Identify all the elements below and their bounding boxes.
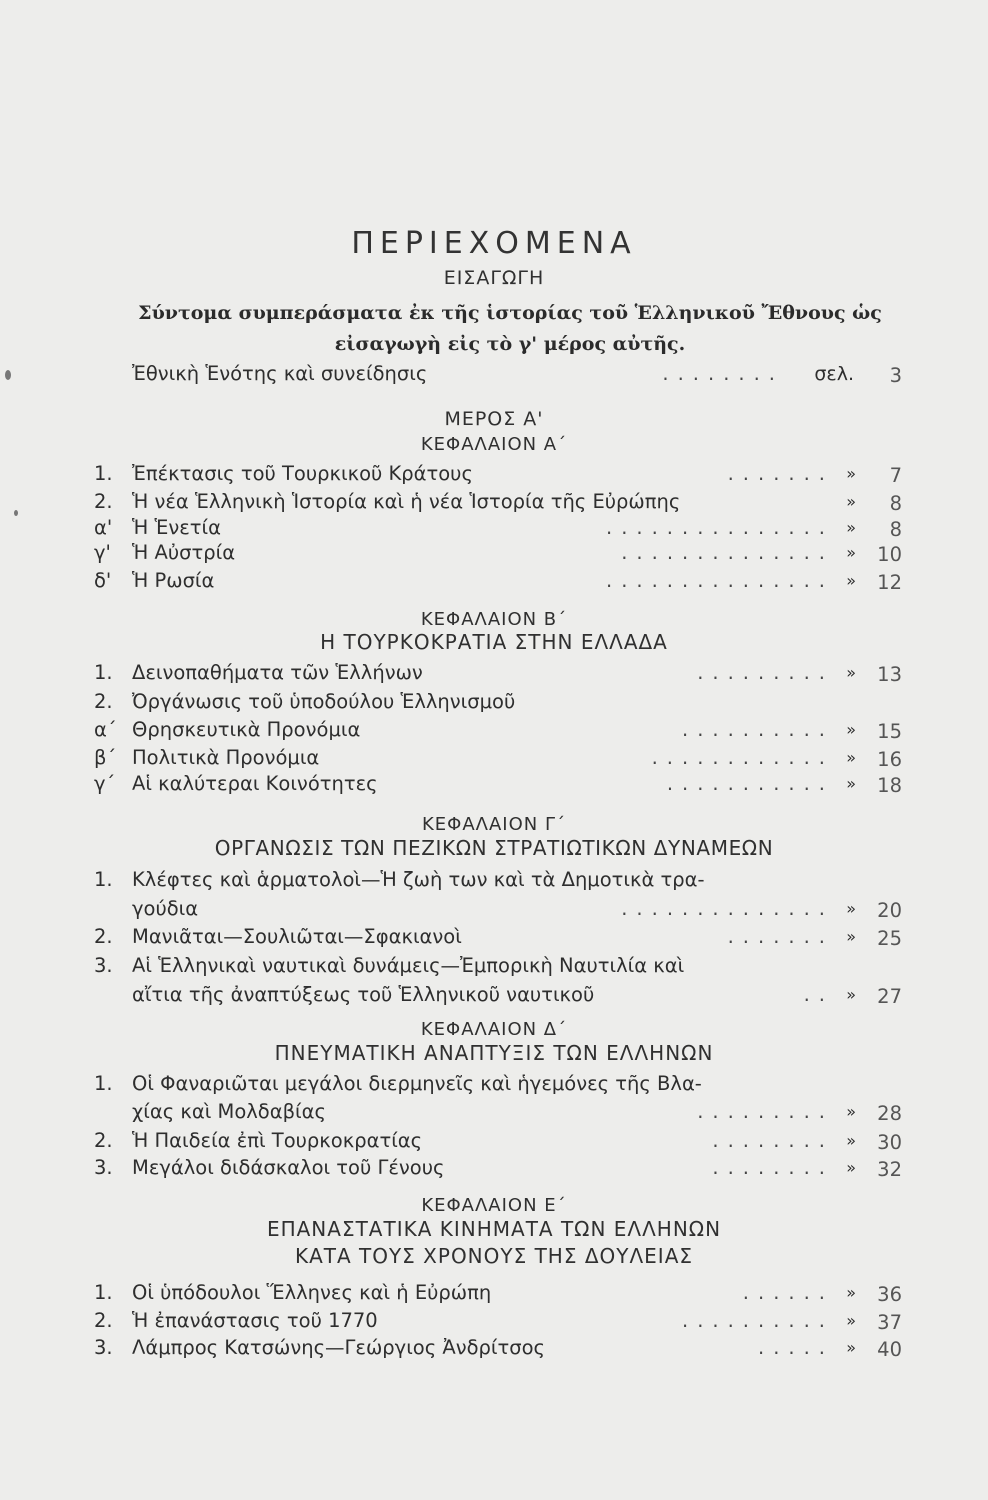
ditto-mark: »: [846, 543, 856, 562]
entry-page-number: 40: [877, 1338, 902, 1361]
toc-entry: [94, 1335, 914, 1361]
ditto-mark: »: [846, 1311, 856, 1330]
entry-page-number: 28: [877, 1102, 902, 1125]
scan-speck: [5, 370, 11, 380]
entry-number: 1.: [94, 1281, 113, 1304]
entry-page-number: 30: [877, 1131, 902, 1154]
toc-entry: [94, 924, 914, 950]
leader-dots: ........: [712, 1129, 834, 1152]
toc-entry: [94, 1155, 914, 1181]
entry-text: Κλέφτες καὶ ἁρματολοὶ—Ἡ ζωὴ των καὶ τὰ Δημοτικὰ τρα-: [132, 868, 705, 891]
chapter-b-heading: ΚΕΦΑΛΑΙΟΝ Β΄: [420, 609, 568, 630]
leader-dots: .......: [727, 462, 834, 485]
entry-text: Ἡ Ἑνετία: [132, 516, 221, 539]
entry-number: α΄: [94, 718, 117, 741]
ditto-mark: »: [846, 571, 856, 590]
leader-dots: ...........: [666, 772, 834, 795]
intro-heading: ΕΙΣΑΓΩΓΗ: [443, 267, 545, 289]
chapter-e-subtitle-2: ΚΑΤΑ ΤΟΥΣ ΧΡΟΝΟΥΣ ΤΗΣ ΔΟΥΛΕΙΑΣ: [294, 1244, 694, 1268]
chapter-e-subtitle: ΕΠΑΝΑΣΤΑΤΙΚΑ ΚΙΝΗΜΑΤΑ ΤΩΝ ΕΛΛΗΝΩΝ: [266, 1217, 722, 1241]
entry-text: Ἡ Αὐστρία: [132, 541, 236, 564]
chapter-a-heading: ΚΕΦΑΛΑΙΟΝ Α΄: [420, 434, 568, 455]
entry-number: 1.: [94, 868, 113, 891]
entry-number: 2.: [94, 925, 113, 948]
entry-number: 3.: [94, 954, 113, 977]
entry-text: Ἡ Παιδεία ἐπὶ Τουρκοκρατίας: [132, 1129, 423, 1152]
toc-entry: [94, 896, 914, 922]
leader-dots: ............: [651, 746, 834, 769]
toc-entry: [94, 540, 914, 566]
ditto-mark: »: [846, 1158, 856, 1177]
entry-number: 1.: [94, 1072, 113, 1095]
leader-dots: ...............: [606, 516, 834, 539]
page-title: ΠΕΡΙΕΧΟΜΕΝΑ: [351, 226, 637, 261]
ditto-mark: »: [846, 774, 856, 793]
leader-dots: ..........: [682, 1309, 834, 1332]
toc-entry: [94, 515, 914, 541]
entry-text: Ἡ Ρωσία: [132, 569, 215, 592]
toc-entry: [94, 771, 914, 797]
entry-page-number: 3: [889, 364, 902, 387]
toc-entry: [94, 461, 914, 487]
chapter-b-subtitle: Η ΤΟΥΡΚΟΚΡΑΤΙΑ ΣΤΗΝ ΕΛΛΑΔΑ: [320, 630, 668, 654]
entry-page-number: 12: [877, 571, 902, 594]
entry-page-number: 18: [877, 774, 902, 797]
toc-entry: [94, 1099, 914, 1125]
entry-text: Ὀργάνωσις τοῦ ὑποδούλου Ἑλληνισμοῦ: [132, 690, 516, 713]
leader-dots: ........: [712, 1156, 834, 1179]
part-heading: ΜΕΡΟΣ Α': [444, 408, 544, 430]
entry-page-number: 36: [877, 1283, 902, 1306]
entry-number: γ΄: [94, 772, 116, 795]
entry-text: Ἐπέκτασις τοῦ Τουρκικοῦ Κράτους: [132, 462, 473, 485]
entry-text: Μανιᾶται—Σουλιῶται—Σφακιανοὶ: [132, 925, 462, 948]
ditto-mark: »: [846, 1283, 856, 1302]
chapter-d-subtitle: ΠΝΕΥΜΑΤΙΚΗ ΑΝΑΠΤΥΞΙΣ ΤΩΝ ΕΛΛΗΝΩΝ: [274, 1041, 714, 1065]
entry-page-number: 13: [877, 663, 902, 686]
entry-page-number: 32: [877, 1158, 902, 1181]
ditto-mark: »: [846, 985, 856, 1004]
ditto-mark: »: [846, 720, 856, 739]
page-label: σελ.: [814, 363, 854, 385]
intro-summary-line-2: εἰσαγωγὴ εἰς τὸ γ' μέρος αὐτῆς.: [334, 333, 686, 355]
entry-page-number: 8: [889, 518, 902, 541]
intro-summary-line-1: Σύντομα συμπεράσματα ἐκ τῆς ἱστορίας τοῦ Ἑλληνικοῦ Ἔθνους ὡς: [138, 302, 882, 324]
scan-speck: [14, 510, 18, 516]
ditto-mark: »: [846, 1102, 856, 1121]
entry-page-number: 7: [889, 464, 902, 487]
leader-dots: .........: [697, 1100, 834, 1123]
ditto-mark: »: [846, 518, 856, 537]
ditto-mark: »: [846, 1338, 856, 1357]
entry-page-number: 20: [877, 899, 902, 922]
chapter-c-subtitle: ΟΡΓΑΝΩΣΙΣ ΤΩΝ ΠΕΖΙΚΩΝ ΣΤΡΑΤΙΩΤΙΚΩΝ ΔΥΝΑΜΕΩΝ: [214, 836, 774, 860]
toc-entry: [94, 489, 914, 515]
entry-number: 2.: [94, 1129, 113, 1152]
toc-entry: [94, 1128, 914, 1154]
ditto-mark: »: [846, 663, 856, 682]
toc-entry-intro: [94, 361, 914, 387]
entry-text: Αἱ Ἑλληνικαὶ ναυτικαὶ δυνάμεις—Ἐμπορικὴ Ναυτιλία καὶ: [132, 954, 685, 977]
entry-text: χίας καὶ Μολδαβίας: [132, 1100, 326, 1123]
leader-dots: ...............: [606, 569, 834, 592]
ditto-mark: »: [846, 899, 856, 918]
entry-text: γούδια: [132, 897, 199, 920]
toc-entry: [94, 953, 914, 979]
toc-entry: [94, 867, 914, 893]
leader-dots: ......: [742, 1281, 834, 1304]
entry-number: 2.: [94, 490, 113, 513]
entry-text: Αἱ καλύτεραι Κοινότητες: [132, 772, 378, 795]
leader-dots: ..............: [621, 541, 834, 564]
toc-entry: [94, 660, 914, 686]
chapter-c-heading: ΚΕΦΑΛΑΙΟΝ Γ΄: [422, 814, 566, 835]
ditto-mark: »: [846, 1131, 856, 1150]
toc-entry: [94, 745, 914, 771]
entry-number: α': [94, 516, 113, 539]
entry-text: Δεινοπαθήματα τῶν Ἑλλήνων: [132, 661, 423, 684]
entry-number: γ': [94, 541, 111, 564]
leader-dots: ........: [662, 362, 784, 385]
toc-entry: [94, 1280, 914, 1306]
leader-dots: ..............: [621, 897, 834, 920]
entry-number: δ': [94, 569, 112, 592]
entry-number: β΄: [94, 746, 117, 769]
entry-number: 3.: [94, 1336, 113, 1359]
toc-entry: [94, 568, 914, 594]
entry-number: 1.: [94, 661, 113, 684]
leader-dots: .....: [758, 1336, 834, 1359]
entry-text: Ἐθνικὴ Ἑνότης καὶ συνείδησις: [132, 362, 428, 385]
entry-text: Μεγάλοι διδάσκαλοι τοῦ Γένους: [132, 1156, 445, 1179]
intro-summary: [100, 298, 920, 360]
chapter-d-heading: ΚΕΦΑΛΑΙΟΝ Δ΄: [420, 1019, 568, 1040]
entry-page-number: 10: [877, 543, 902, 566]
entry-page-number: 27: [877, 985, 902, 1008]
ditto-mark: »: [846, 492, 856, 511]
entry-page-number: 15: [877, 720, 902, 743]
entry-text: Ἡ νέα Ἑλληνικὴ Ἱστορία καὶ ἡ νέα Ἱστορία τῆς Εὐρώπης: [132, 490, 681, 513]
entry-text: Ἡ ἐπανάστασις τοῦ 1770: [132, 1309, 378, 1332]
entry-page-number: 8: [889, 492, 902, 515]
leader-dots: ..: [803, 983, 834, 1006]
leader-dots: .......: [727, 925, 834, 948]
toc-entry: [94, 982, 914, 1008]
entry-text: αἴτια τῆς ἀναπτύξεως τοῦ Ἑλληνικοῦ ναυτικοῦ: [132, 983, 595, 1006]
toc-entry: [94, 1308, 914, 1334]
toc-entry: [94, 689, 914, 715]
entry-number: 1.: [94, 462, 113, 485]
entry-page-number: 37: [877, 1311, 902, 1334]
entry-text: Πολιτικὰ Προνόμια: [132, 746, 320, 769]
ditto-mark: »: [846, 927, 856, 946]
entry-text: Λάμπρος Κατσώνης—Γεώργιος Ἀνδρίτσος: [132, 1336, 545, 1359]
entry-text: Θρησκευτικὰ Προνόμια: [132, 718, 361, 741]
leader-dots: .........: [697, 661, 834, 684]
entry-number: 2.: [94, 690, 113, 713]
entry-number: 2.: [94, 1309, 113, 1332]
entry-number: 3.: [94, 1156, 113, 1179]
toc-entry: [94, 1071, 914, 1097]
chapter-e-heading: ΚΕΦΑΛΑΙΟΝ Ε΄: [421, 1195, 567, 1216]
entry-text: Οἱ Φαναριῶται μεγάλοι διερμηνεῖς καὶ ἡγεμόνες τῆς Βλα-: [132, 1072, 702, 1095]
entry-page-number: 16: [877, 748, 902, 771]
entry-page-number: 25: [877, 927, 902, 950]
entry-text: Οἱ ὑπόδουλοι Ἕλληνες καὶ ἡ Εὐρώπη: [132, 1281, 492, 1304]
ditto-mark: »: [846, 464, 856, 483]
ditto-mark: »: [846, 748, 856, 767]
leader-dots: ..........: [682, 718, 834, 741]
toc-entry: [94, 717, 914, 743]
